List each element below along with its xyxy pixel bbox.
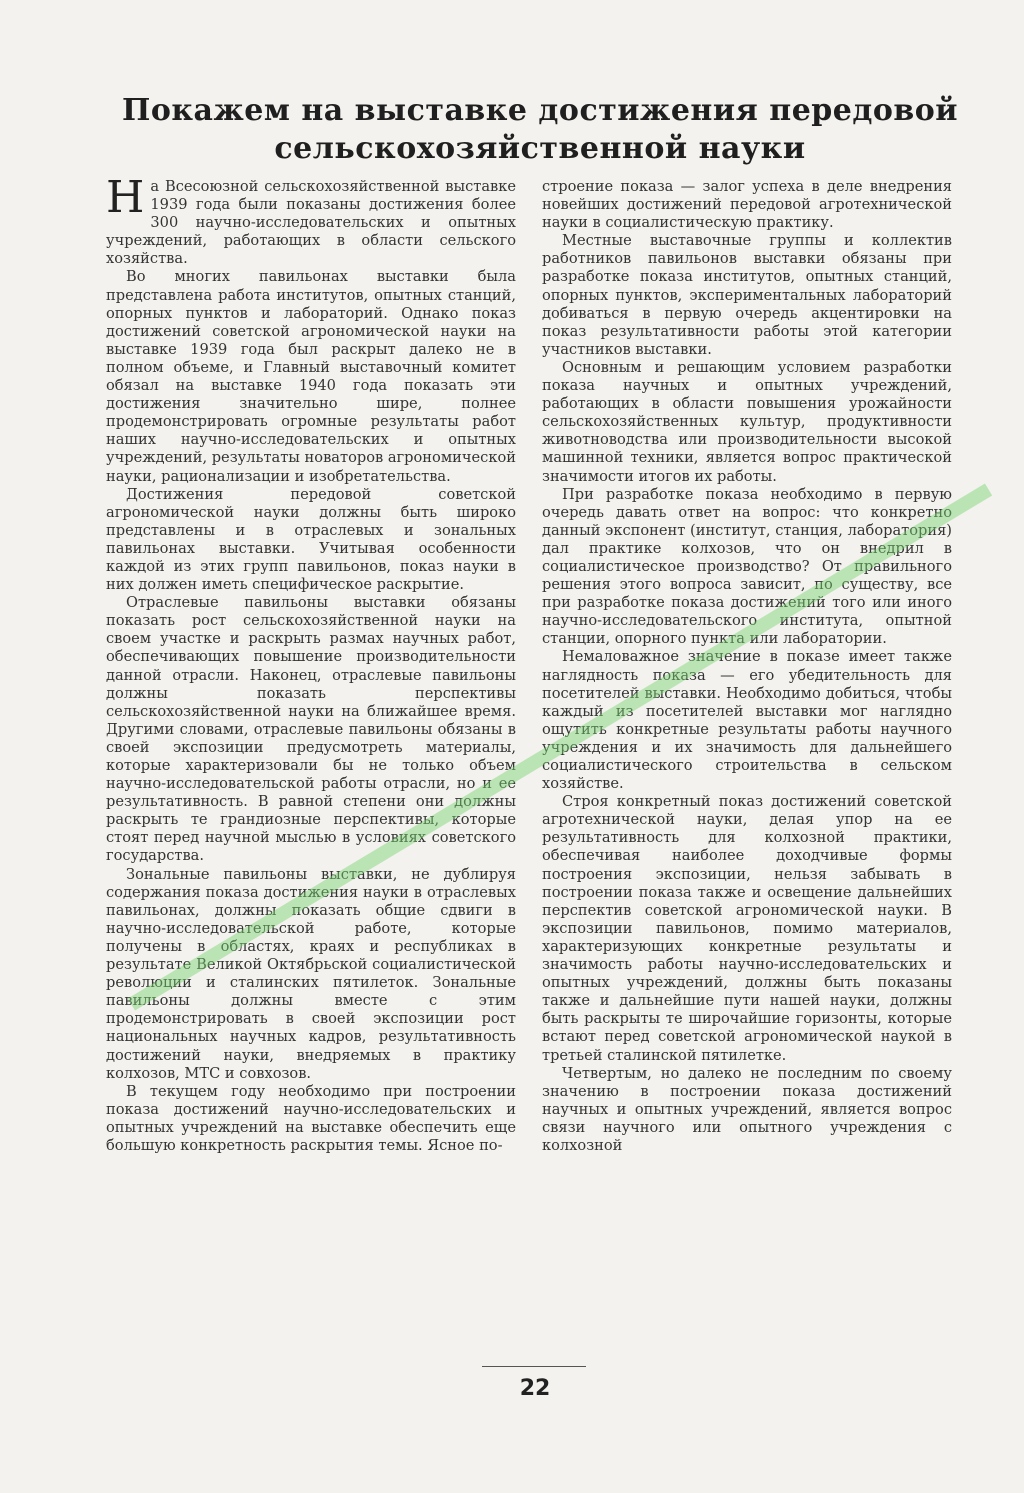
paragraph: Четвертым, но далеко не последним по своему значению в построении показа достижений научных и опытных учреждений, является вопрос связи научного или опытного учреждения с колхозной bbox=[542, 1064, 952, 1154]
left-column bbox=[106, 172, 516, 1155]
paragraph: Отраслевые павильоны выставки обязаны показать рост сельскохозяйственной науки на своем участке и раскрыть размах научных работ, обеспечивающих повышение производительности данной отрасли. Наконец, отраслевые павильоны должны показать перспективы сельскохозяйственной науки на ближайшее время. Другими словами, отраслевые павильоны обязаны в своей экспозиции предусмотреть материалы, которые характеризовали бы не только объем научно-исследовательской работы отрасли, но и ее результативность. В равной степени они должны раскрыть те грандиозные перспективы, которые стоят перед научной мыслью в условиях советского государства. bbox=[106, 594, 516, 865]
paragraph: Зональные павильоны выставки, не дублируя содержания показа достижения науки в отраслевых павильонах, должны показать общие сдвиги в научно-исследовательской работе, которые получены в областях, краях и республиках в результате Великой Октябрьской социалистической революции и сталинских пятилеток. Зональные павильоны должны вместе с этим продемонстрировать в своей экспозиции рост национальных научных кадров, результативность достижений науки, внедряемых в практику колхозов, МТС и совхозов. bbox=[106, 865, 516, 1082]
paragraph: Немаловажное значение в показе имеет также наглядность показа — его убедительность для посетителей выставки. Необходимо добиться, чтобы каждый из посетителей выставки мог наглядно ощутить конкретные результаты работы научного учреждения и их значимость для дальнейшего социалистического строительства в сельском хозяйстве. bbox=[542, 648, 952, 793]
paragraph: Достижения передовой советской агрономической науки должны быть широко представлены и в отраслевых и зональных павильонах выставки. Учитывая особенности каждой из этих групп павильонов, показ науки в них должен иметь специфическое раскрытие. bbox=[106, 485, 516, 594]
title-line-1: Покажем на выставке достижения передовой bbox=[122, 93, 958, 128]
paragraph bbox=[106, 172, 516, 268]
paragraph: строение показа — залог успеха в деле внедрения новейших достижений передовой агротехнической науки в социалистическую практику. bbox=[542, 178, 952, 232]
paragraph: В текущем году необходимо при построении показа достижений научно-исследовательских и опытных учреждений на выставке обеспечить еще большую конкретность раскрытия темы. Ясное по- bbox=[106, 1082, 516, 1154]
drop-cap: Н bbox=[106, 172, 145, 223]
paragraph: Во многих павильонах выставки была представлена работа институтов, опытных станций, опорных пунктов и лабораторий. Однако показ достижений советской агрономической науки на выставке 1939 года был раскрыт далеко не в полном объеме, и Главный выставочный комитет обязал на выставке 1940 года показать эти достижения значительно шире, полнее продемонстрировать огромные результаты работ наших научно-исследовательских и опытных учреждений, результаты новаторов агрономической науки, рационализации и изобретательства. bbox=[106, 268, 516, 485]
paragraph: Основным и решающим условием разработки показа научных и опытных учреждений, работающих в области повышения урожайности сельскохозяйственных культур, продуктивности животноводства или производительности высокой машинной техники, является вопрос практической значимости итогов их работы. bbox=[542, 358, 952, 485]
paragraph: При разработке показа необходимо в первую очередь давать ответ на вопрос: что конкретно данный экспонент (институт, станция, лаборатория) дал практике колхозов, что он внедрил в социалистическое производство? От правильного решения этого вопроса зависит, по существу, все при разработке показа достижений того или иного научно-исследовательского института, опытной станции, опорного пункта или лаборатории. bbox=[542, 485, 952, 648]
paragraph: Строя конкретный показ достижений советской агротехнической науки, делая упор на ее результативность для колхозной практики, обеспечивая наиболее доходчивые формы построения экспозиции, нельзя забывать в построении показа также и освещение дальнейших перспектив советской агрономической науки. В экспозиции павильонов, помимо материалов, характеризующих конкретные результаты и значимость работы научно-исследовательских и опытных учреждений, должны быть показаны также и дальнейшие пути нашей науки, должны быть раскрыты те широчайшие горизонты, которые встают перед советской агрономической наукой в третьей сталинской пятилетке. bbox=[542, 793, 952, 1064]
paragraph: Местные выставочные группы и коллектив работников павильонов выставки обязаны при разработке показа институтов, опытных станций, опорных пунктов, экспериментальных лабораторий добиваться в первую очередь акцентировки на показ результативности работы этой категории участников выставки. bbox=[542, 232, 952, 358]
page-number: 22 bbox=[519, 1376, 551, 1401]
footer-divider bbox=[482, 1366, 586, 1367]
title-line-2: сельскохозяйственной науки bbox=[274, 131, 806, 166]
paragraph-text: а Всесоюзной сельскохозяйственной выставке 1939 года были показаны достижения более 300 научно-исследовательских и опытных учреждений, работающих в области сельского хозяйства. bbox=[106, 178, 516, 268]
article-title bbox=[100, 92, 980, 168]
right-column bbox=[542, 178, 952, 1155]
